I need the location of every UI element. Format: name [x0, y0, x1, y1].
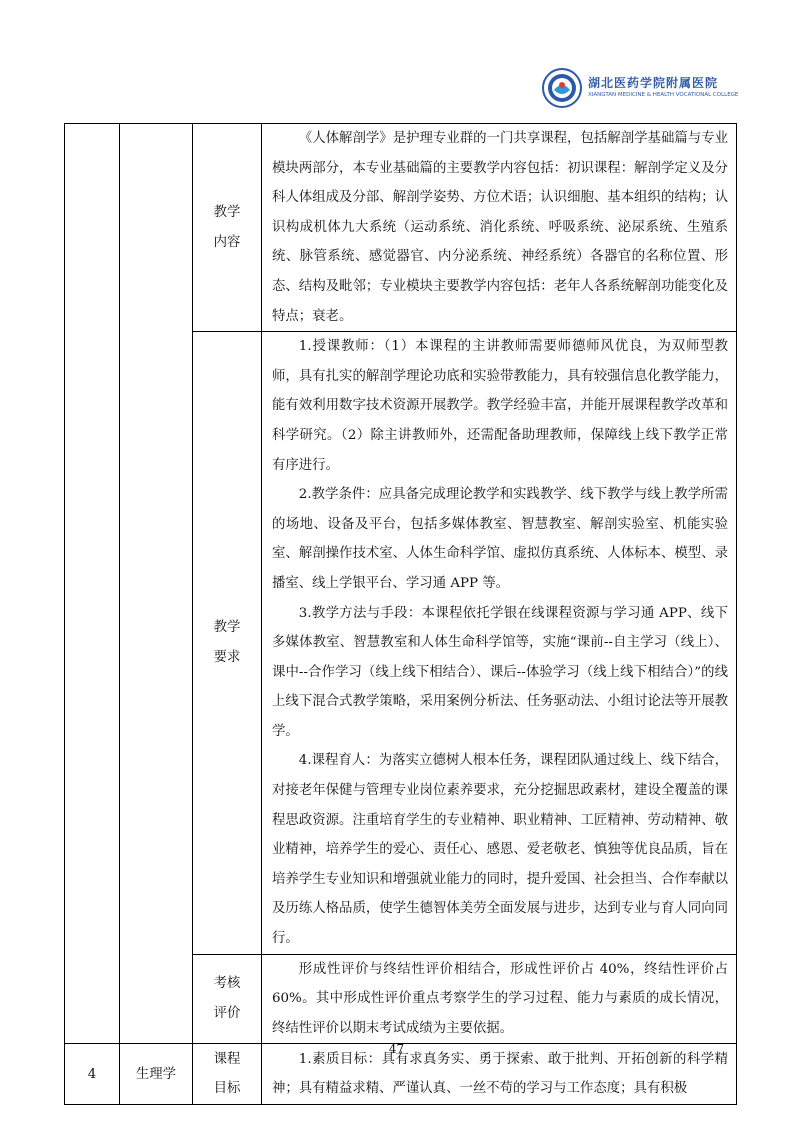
row-label [193, 332, 262, 954]
table-row [65, 124, 737, 332]
row-number: 4 [65, 1044, 120, 1105]
content-paragraph: 4.课程育人：为落实立德树人根本任务，课程团队通过线上、线下结合，对接老年保健与管理专业岗位素养要求，充分挖掘思政素材，建设全覆盖的课程思政资源。注重培育学生的专业精神、职业精神、工匠精神、劳动精神、敬业精神，培养学生的爱心、责任心、感恩、爱老敬老、慎独等优良品质，旨在培养学生专业知识和增强就业能力的同时，提升爱国、社会担当、合作奉献以及历练人格品质，使学生德智体美劳全面发展与进步，达到专业与育人同向同行。 [272, 753, 728, 947]
label-line: 要求 [213, 649, 241, 665]
content-paragraph: 形成性评价与终结性评价相结合，形成性评价占 40%，终结性评价占 60%。其中形成性评价重点考察学生的学习过程、能力与素质的成长情况，终结性评价以期末考试成绩为主要依据。 [272, 961, 728, 1036]
content-paragraph: 1.素质目标：具有求真务实、勇于探索、敢于批判、开拓创新的科学精神；具有精益求精、严谨认真、一丝不苟的学习与工作态度；具有积极 [272, 1051, 728, 1097]
college-emblem-icon [542, 68, 582, 108]
page-number: 47 [388, 1042, 405, 1056]
college-name-cn: 湖北医药学院附属医院 [588, 76, 719, 90]
college-logo [542, 68, 750, 112]
label-line: 评价 [213, 1006, 241, 1022]
label-line: 目标 [213, 1081, 241, 1097]
row-label [193, 954, 262, 1044]
row-content [262, 332, 737, 954]
content-paragraph: 1.授课教师：（1）本课程的主讲教师需要师德师风优良，为双师型教师，具有扎实的解剖学理论功底和实验带教能力，具有较强信息化教学能力，能有效利用数字技术资源开展教学。教学经验丰富，并能开展课程教学改革和科学研究。（2）除主讲教师外，还需配备助理教师，保障线上线下教学正常有序进行。 [272, 339, 728, 473]
label-line: 考核 [213, 976, 241, 992]
row-content [262, 954, 737, 1044]
course-name-cell [120, 124, 193, 1044]
course-table [64, 123, 737, 1105]
content-paragraph: 3.教学方法与手段：本课程依托学银在线课程资源与学习通 APP、线下多媒体教室、智慧教室和人体生命科学馆等，实施“课前--自主学习（线上）、课中--合作学习（线上线下相结合）、课后--体验学习（线上线下相结合）”的线上线下混合式教学策略，采用案例分析法、任务驱动法、小组讨论法等开展教学。 [272, 605, 728, 739]
content-paragraph: 2.教学条件：应具备完成理论教学和实践教学、线下教学与线上教学所需的场地、设备及平台，包括多媒体教室、智慧教室、解剖实验室、机能实验室、解剖操作技术室、人体生命科学馆、虚拟仿真系统、人体标本、模型、录播室、线上学银平台、学习通 APP 等。 [272, 487, 728, 591]
content-paragraph: 《人体解剖学》是护理专业群的一门共享课程，包括解剖学基础篇与专业模块两部分，本专业基础篇的主要教学内容包括：初识课程：解剖学定义及分科人体组成及分部、解剖学姿势、方位术语；认识细胞、基本组织的结构；认识构成机体九大系统（运动系统、消化系统、呼吸系统、泌尿系统、生殖系统、脉管系统、感觉器官、内分泌系统、神经系统）各器官的名称位置、形态、结构及毗邻；专业模块主要教学内容包括：老年人各系统解剖功能变化及特点；衰老。 [272, 131, 728, 324]
row-number-cell [65, 124, 120, 1044]
label-line: 内容 [213, 234, 241, 250]
label-line: 教学 [213, 620, 241, 636]
label-line: 教学 [213, 204, 241, 220]
row-label [193, 124, 262, 332]
college-name-en: XIANGTAN MEDICINE & HEALTH VOCATIONAL COLLEGE [588, 92, 739, 98]
row-content [262, 124, 737, 332]
label-line: 课程 [213, 1051, 241, 1067]
course-name: 生理学 [120, 1044, 193, 1105]
